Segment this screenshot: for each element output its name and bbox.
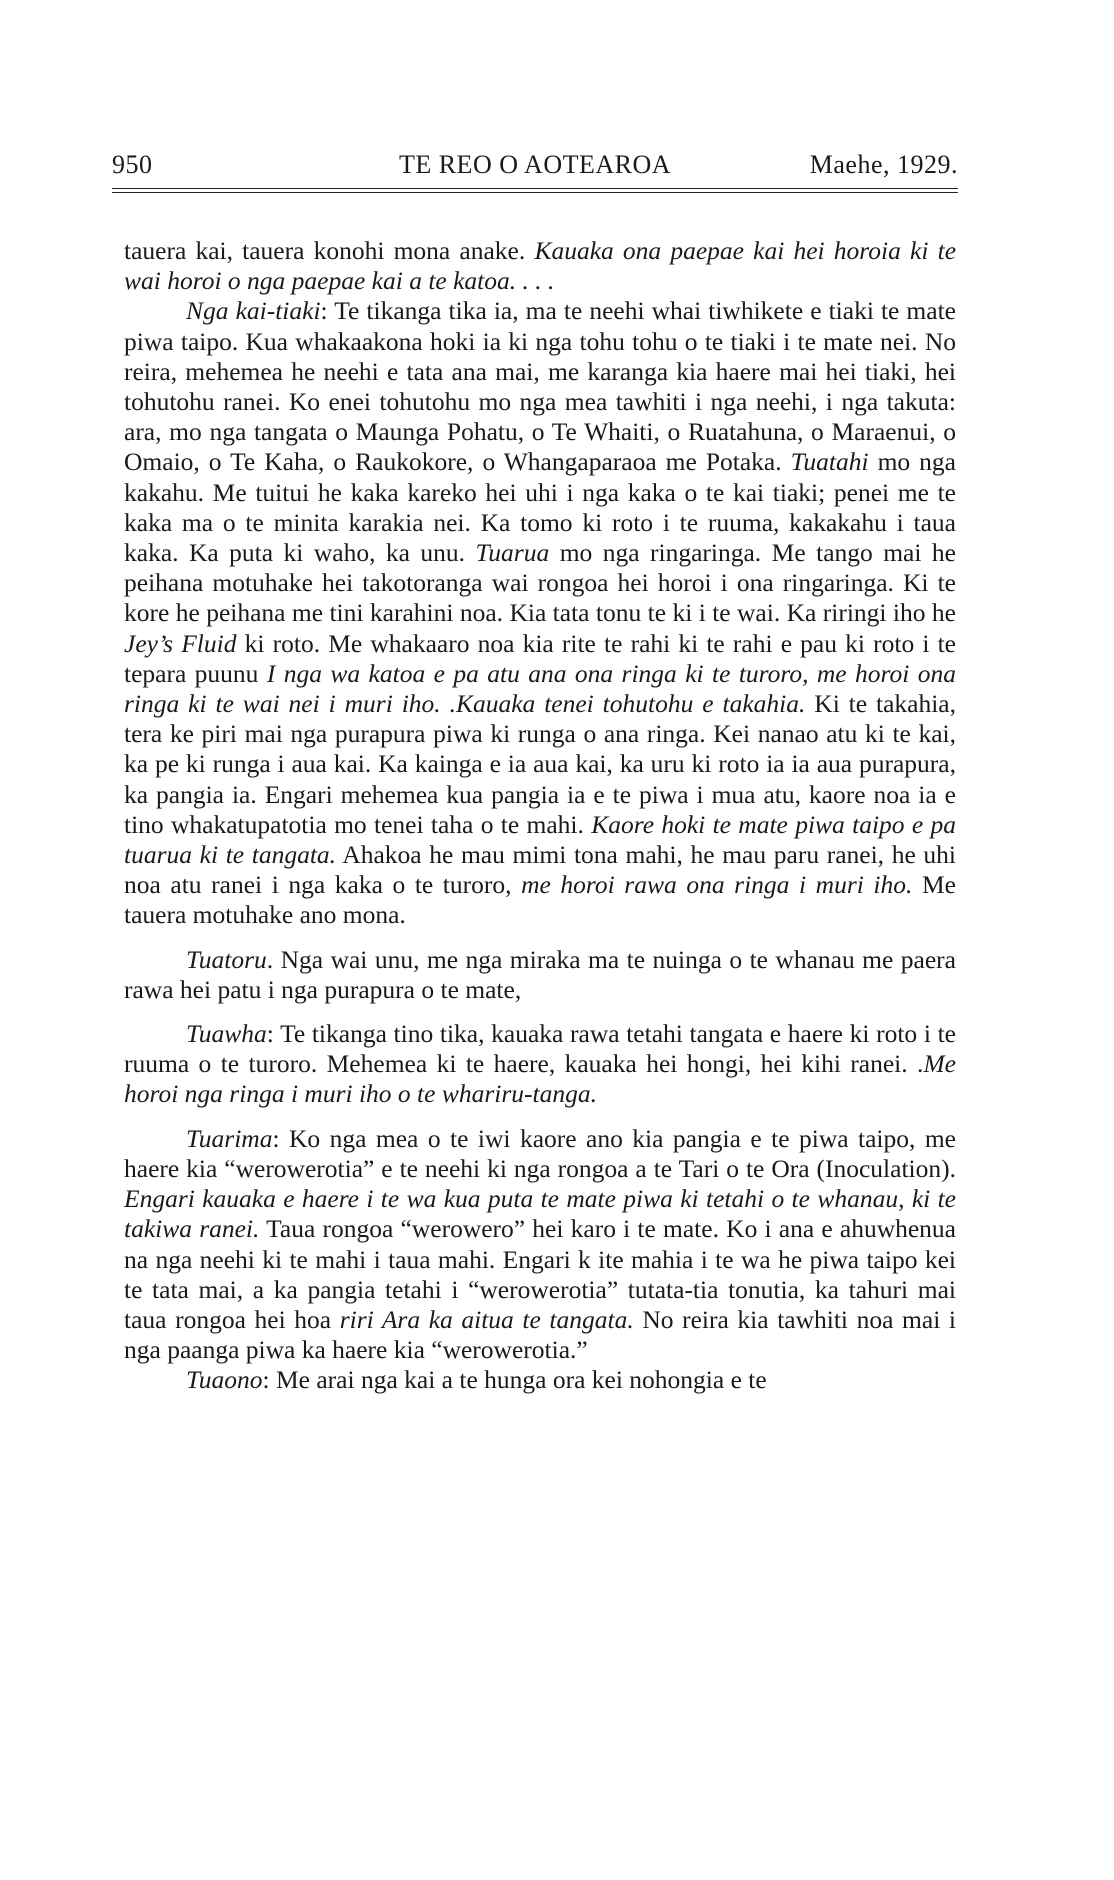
italic-text-run: Nga kai-tiaki [186, 296, 321, 326]
text-run: : Te tikanga tika ia, ma te neehi whai tiwhikete e tiaki te mate piwa taipo. Kua whakaakona hoki ia ki nga tohu tohu o te tiaki i te mate nei. No reira, mehemea he neehi e tata ana mai, me karanga kia haere mai hei tiaki, hei tohutohu ranei. Ko enei tohutohu mo nga mea tawhiti i nga neehi, i nga takuta: ara, mo nga tangata o Maunga Pohatu, o Te Whaiti, o Ruatahuna, o Maraenui, o Omaio, o Te Kaha, o Raukokore, o Whangaparaoa me Potaka. [124, 296, 956, 477]
paragraph [124, 1124, 956, 1366]
text-run: Ki te takahia, tera ke piri mai nga purapura piwa ki runga o ana ringa. Kei nanao atu ki te kai, ka pe ki runga i aua kai. Ka kainga e ia aua kai, ka uru ki roto ia ia aua purapura, ka pangia ia. Engari mehemea kua pangia ia e te piwa i mua atu, kaore noa ia e tino whakatupatotia mo tenei taha o te mahi. [124, 689, 957, 839]
text-run: Taua rongoa “werowero” hei karo i te mate. Ko i ana e ahuwhenua na nga neehi ki te mahi i taua mahi. Engari k ite mahia i te wa he piwa taipo kei te tata mai, a ka pangia tetahi i “werowerotia” tutata-tia tonutia, ka tahuri mai taua rongoa hei hoa [124, 1214, 957, 1334]
italic-text-run: Tuatoru [186, 944, 267, 974]
text-run: : Me arai nga kai a te hunga ora kei nohongia e te [262, 1365, 767, 1395]
text-run: mo nga kakahu. Me tuitui he kaka kareko hei uhi i nga kaka o te kai tiaki; penei me te kaka ma o te minita karakia nei. Ka tomo ki roto i te ruuma, kakakahu i taua kaka. Ka puta ki waho, ka unu. [124, 447, 956, 568]
text-run: ki roto. Me whakaaro noa kia rite te rahi ki te rahi e pau ki roto i te tepara puunu [124, 628, 956, 688]
italic-text-run: I nga wa katoa e pa atu ana ona ringa ki te turoro, me horoi ona ringa ki te wai nei i muri iho. .Kauaka tenei tohutohu e takahia. [124, 658, 956, 719]
paragraph [124, 296, 956, 930]
paragraph [124, 1019, 956, 1110]
italic-text-run: Me horoi nga ringa i muri iho o te whariru-tanga. [124, 1049, 956, 1109]
text-run: tauera kai, tauera konohi mona anake. [124, 236, 535, 265]
text-run: . Nga wai unu, me nga miraka ma te nuinga o te whanau me paera rawa hei patu i nga purapura o te mate, [124, 944, 956, 1004]
italic-text-run: riri Ara ka aitua te tangata. [339, 1304, 634, 1334]
italic-text-run: Kauaka ona paepae kai hei horoia ki te wai horoi o nga paepae kai a te katoa. . . . [124, 236, 957, 296]
italic-text-run: Kaore hoki te mate piwa taipo e pa tuarua ki te tangata. [124, 809, 957, 870]
text-run: No reira kia tawhiti noa mai i nga paanga piwa ka haere kia “werowerotia.” [124, 1304, 956, 1365]
article-body [124, 236, 956, 1396]
paragraph [124, 236, 956, 296]
italic-text-run: Tuaono [186, 1365, 263, 1395]
paragraph [124, 1365, 956, 1395]
italic-text-run: Tuarima [186, 1123, 273, 1153]
page-number: 950 [112, 150, 153, 179]
issue-date: Maehe, 1929. [809, 150, 958, 179]
italic-text-run: Jey’s Fluid [124, 628, 237, 658]
journal-title: TE REO O AOTEAROA [398, 150, 672, 179]
italic-text-run: Engari kauaka e haere i te wa kua puta te mate piwa ki tetahi o te whanau, ki te takiwa ranei. [124, 1184, 956, 1244]
header-rule-bottom [112, 192, 958, 193]
text-run: Ahakoa he mau mimi tona mahi, he mau paru ranei, he uhi noa atu ranei i nga kaka o te turoro, [124, 840, 957, 900]
italic-text-run: me horoi rawa ona ringa i muri iho. [521, 870, 913, 900]
text-run: Me tauera motuhake ano mona. [124, 870, 956, 930]
italic-text-run: Tuatahi [790, 447, 869, 477]
italic-text-run: Tuarua [475, 538, 550, 568]
header-rule-top [112, 188, 958, 189]
paragraph [124, 945, 956, 1005]
italic-text-run: Tuawha [186, 1019, 267, 1049]
text-run: mo nga ringaringa. Me tango mai he peihana motuhake hei takotoranga wai rongoa hei horoi i ona ringaringa. Ki te kore he peihana me tini karahini noa. Kia tata tonu te ki i te wai. Ka riringi iho he [124, 538, 956, 628]
text-run: : Ko nga mea o te iwi kaore ano kia pangia e te piwa taipo, me haere kia “werowerotia” e te neehi ki nga rongoa a te Tari o te Ora (Inoculation). [124, 1123, 956, 1183]
running-header [112, 150, 958, 190]
text-run: : Te tikanga tino tika, kauaka rawa tetahi tangata e haere ki roto i te ruuma o te turoro. Mehemea ki te haere, kauaka hei hongi, hei kihi ranei. . [124, 1019, 956, 1079]
